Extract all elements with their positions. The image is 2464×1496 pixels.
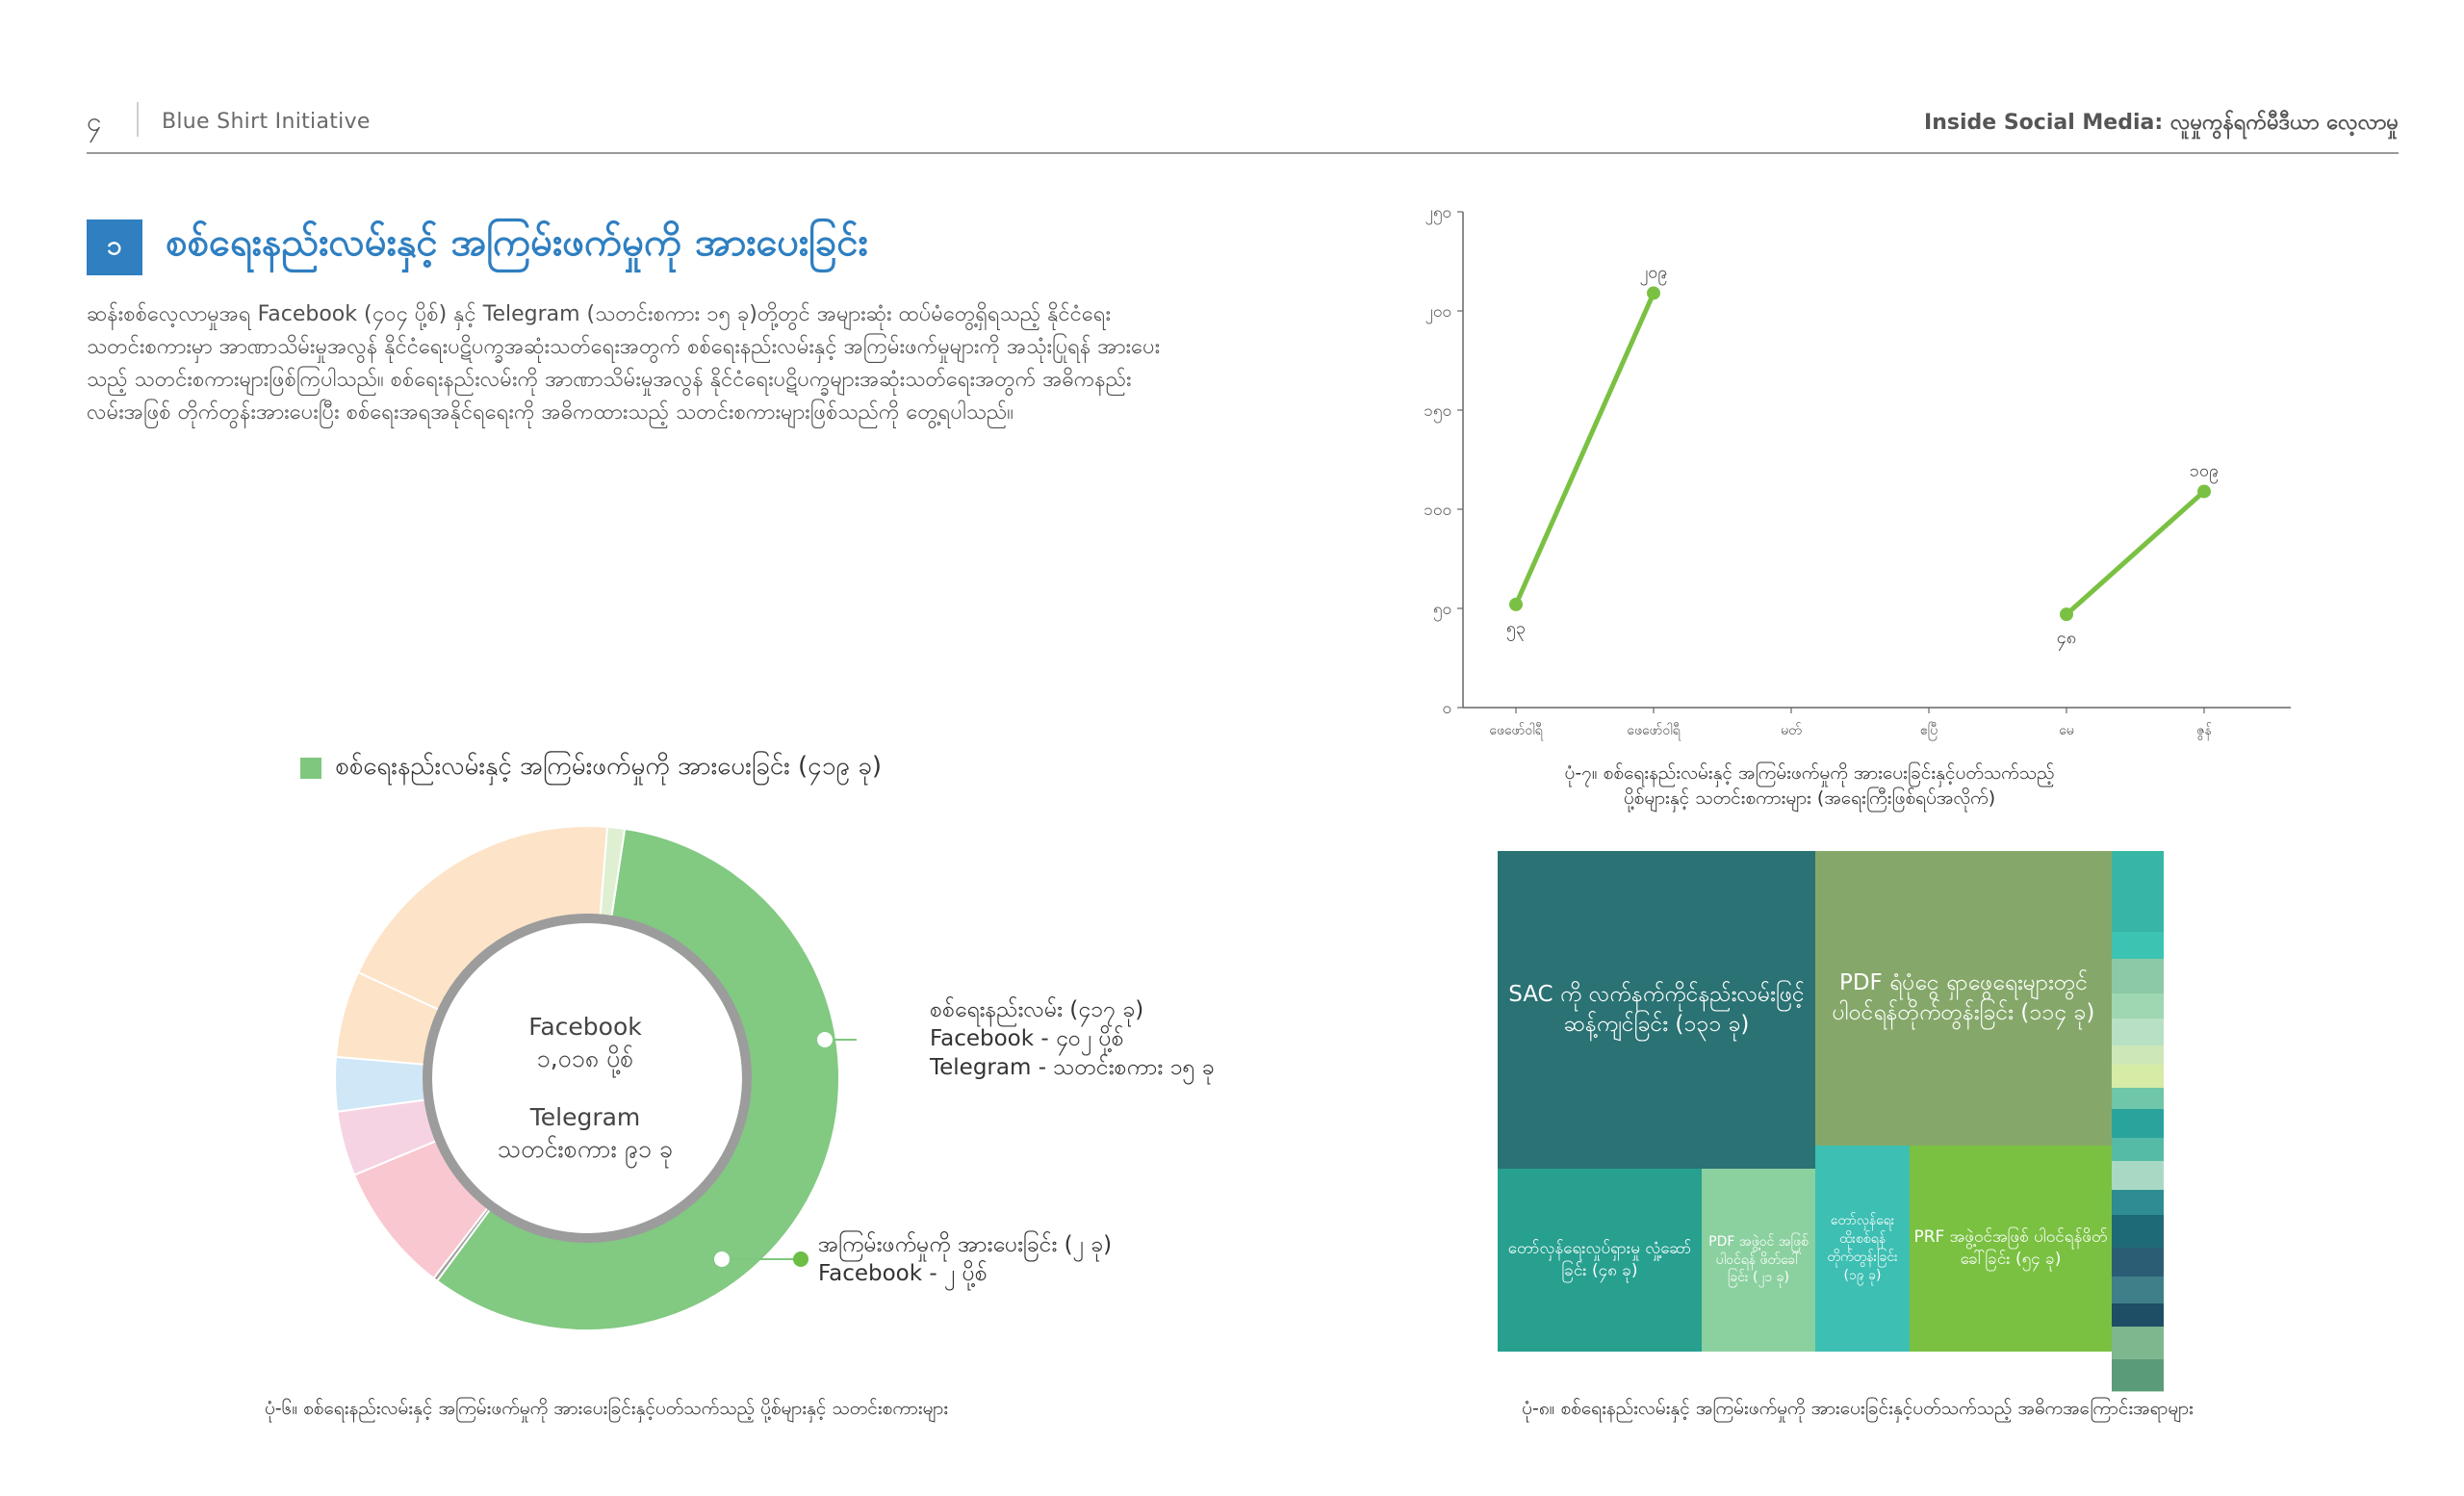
x-tick-label: ဇွန် [2196,723,2212,738]
legend-swatch [300,758,321,779]
figure-7-caption-line2: ပို့စ်များနှင့် သတင်းစကားများ (အရေးကြီးဖြစ်ရပ်အလိုက်) [1623,787,1996,809]
line-segment-1 [2066,491,2204,614]
line-chart [1405,193,2329,751]
line-point [2060,607,2073,621]
treemap-small-tiles [2112,851,2164,1352]
x-tick-label: ဧပြီ [1919,723,1938,738]
treemap-small-tile [2112,1215,2164,1249]
x-tick-label: ဖေဖော်ဝါရီ [1489,723,1543,738]
y-tick-label: ၀ [1442,699,1451,718]
treemap-small-tile [2112,1138,2164,1162]
y-tick-label: ၁၀၀ [1424,501,1451,520]
callout-violence-facebook: Facebook - ၂ ပို့စ် [818,1261,988,1286]
data-label: ၅၃ [1505,617,1527,638]
treemap-small-tile [2112,1303,2164,1328]
treemap-tile-pdf-join: PDF အဖွဲ့ဝင် အဖြစ်ပါဝင်ရန် ဖိတ်ခေါ်ခြင်း (၂၁ ခု) [1702,1169,1815,1352]
callout-military-facebook: Facebook - ၄၀၂ ပို့စ် [930,1026,1124,1051]
donut-center-facebook-label: Facebook [528,1013,642,1041]
treemap-small-tile [2112,1161,2164,1191]
line-segment-0 [1516,293,1654,604]
treemap-small-tile [2112,851,2164,933]
legend-label: စစ်ရေးနည်းလမ်းနှင့် အကြမ်းဖက်မှုကို အားပေးခြင်း (၄၁၉ ခု) [335,752,883,781]
line-point [1509,598,1523,611]
callout-violence-title: အကြမ်းဖက်မှုကို အားပေးခြင်း (၂ ခု) [818,1232,1113,1257]
line-chart-axes [1424,203,2291,740]
line-point [2197,484,2211,498]
line-chart-series [1506,262,2219,651]
donut-center-facebook-value: ၁,၀၁၈ ပို့စ် [536,1045,634,1072]
treemap-small-tile [2112,1109,2164,1139]
data-label: ၁၀၉ [2189,460,2220,481]
figure-7-caption [1473,761,2146,811]
treemap-small-tile [2112,1088,2164,1110]
treemap-small-tile [2112,1019,2164,1046]
callout-violence [818,1230,1112,1288]
treemap-small-tile [2112,1045,2164,1066]
data-label: ၂၀၉ [1639,262,1668,283]
treemap-tile-pdf-funding: PDF ရံပုံငွေ ရှာဖွေရေးများတွင် ပါဝင်ရန်တိုက်တွန်းခြင်း (၁၁၄ ခု) [1815,851,2112,1146]
treemap-small-tile [2112,1065,2164,1089]
callout-a-anchor [817,1032,833,1047]
section-title: စစ်ရေးနည်းလမ်းနှင့် အကြမ်းဖက်မှုကို အားပေးခြင်း [166,220,868,265]
line-point [1647,286,1660,299]
treemap-small-tile [2112,993,2164,1019]
figure-8-caption: ပုံ-၈။ စစ်ရေးနည်းလမ်းနှင့် အကြမ်းဖက်မှုကို အားပေးခြင်းနှင့်ပတ်သက်သည့် အဓိကအကြောင်းအရာများ [1522,1398,2194,1419]
callout-military [930,995,1215,1082]
treemap-small-tile [2112,932,2164,960]
treemap-small-tile [2112,959,2164,994]
callout-military-telegram: Telegram - သတင်းစကား ၁၅ ခု [930,1055,1215,1080]
document-title: Inside Social Media: လူမှုကွန်ရက်မီဒီယာ လေ့လာမှု [1924,111,2399,135]
x-tick-label: မတ် [1781,723,1802,738]
treemap-chart [1498,851,2164,1352]
treemap-small-tile [2112,1359,2164,1392]
y-tick-label: ၂၅၀ [1424,203,1451,222]
callout-b-dot [793,1251,808,1267]
page-number: ၄ [87,106,102,138]
treemap-tile-revolution: တော်လှန်ရေးလှုပ်ရှားမှု လှုံ့ဆော်ခြင်း (၄၈ ခု) [1498,1169,1702,1352]
y-tick-label: ၅၀ [1432,600,1451,619]
treemap-tile-prf-join: PRF အဖွဲ့ဝင်အဖြစ် ပါဝင်ရန်ဖိတ်ခေါ်ခြင်း (၅၄ ခု) [1910,1146,2112,1352]
callout-military-title: စစ်ရေးနည်းလမ်း (၄၁၇ ခု) [930,997,1144,1022]
data-label: ၄၈ [2056,628,2077,649]
figure-6-caption: ပုံ-၆။ စစ်ရေးနည်းလမ်းနှင့် အကြမ်းဖက်မှုကို အားပေးခြင်းနှင့်ပတ်သက်သည့် ပို့စ်များနှင့် သတင်းစကားများ [264,1398,949,1419]
section-number-badge: ၁ [87,219,142,275]
header-separator [137,102,139,137]
intro-paragraph: ဆန်းစစ်လေ့လာမှုအရ Facebook (၄၀၄ ပို့စ်) နှင့် Telegram (သတင်းစကား ၁၅ ခု)တို့တွင် အများဆုံး ထပ်မံတွေ့ရှိရသည့် နိုင်ငံရေးသတင်းစကားမှာ အာဏာသိမ်းမှုအလွန် နိုင်ငံရေးပဋိပက္ခအဆုံးသတ်ရေးအတွက် စစ်ရေးနည်းလမ်းနှင့် အကြမ်းဖက်မှုများကို အသုံးပြုရန် အားပေးသည့် သတင်းစကားများဖြစ်ကြပါသည်။ စစ်ရေးနည်းလမ်းကို အာဏာသိမ်းမှုအလွန် နိုင်ငံရေးပဋိပက္ခများအဆုံးသတ်ရေးအတွက် အဓိကနည်းလမ်းအဖြစ် တိုက်တွန်းအားပေးပြီး စစ်ရေးအရအနိုင်ရရေးကို အဓိကထားသည့် သတင်းစကားများဖြစ်သည်ကို တွေ့ရပါသည်။ [87,302,1161,425]
treemap-tile-offensive: တော်လှန်ရေး ထိုးစစ်ရန် တိုက်တွန်းခြင်း (၁၉ ခု) [1815,1146,1910,1352]
y-tick-label: ၂၀၀ [1424,302,1451,322]
treemap-small-tile [2112,1190,2164,1216]
figure-7-caption-line1: ပုံ-၇။ စစ်ရေးနည်းလမ်းနှင့် အကြမ်းဖက်မှုကို အားပေးခြင်းနှင့်ပတ်သက်သည့် [1564,762,2055,784]
x-tick-label: ဖေဖော်ဝါရီ [1627,723,1681,738]
treemap-small-tile [2112,1277,2164,1304]
header-rule [87,152,2399,154]
treemap-small-tile [2112,1248,2164,1277]
treemap-small-tile [2112,1327,2164,1360]
donut-legend [300,749,882,787]
callout-b-anchor [714,1251,730,1267]
donut-center-telegram-label: Telegram [529,1103,641,1131]
donut-center-telegram-value: သတင်းစကား ၉၁ ခု [498,1135,673,1163]
y-tick-label: ၁၅၀ [1424,401,1451,421]
x-tick-label: မေ [2059,723,2074,738]
treemap-tile-sac: SAC ကို လက်နက်ကိုင်နည်းလမ်းဖြင့် ဆန့်ကျင်ခြင်း (၁၃၁ ခု) [1498,851,1815,1169]
organization-name: Blue Shirt Initiative [162,110,371,134]
